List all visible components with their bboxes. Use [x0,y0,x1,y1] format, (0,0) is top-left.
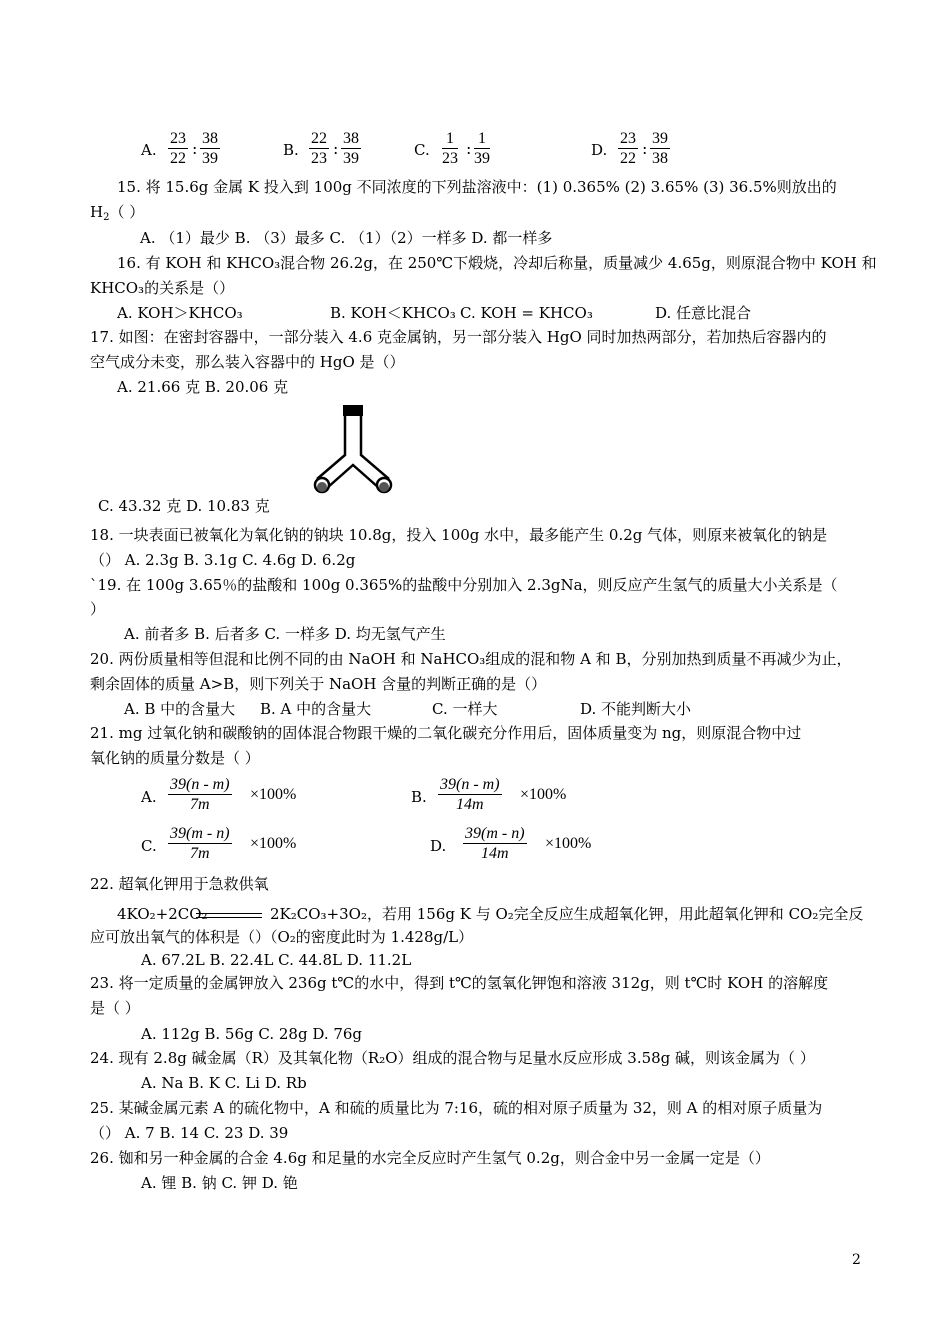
q21-option-a-times: ×100% [250,786,297,803]
q21-option-c-fraction: $\frac{39(m - n)}{7m}$ [170,825,230,862]
q20-option-b: B. A 中的含量大 [260,700,372,718]
q14-option-b-frac2: $\frac{38}{39}$ [343,130,359,167]
q14-colon: : [466,139,472,158]
q26-options: A. 锂 B. 钠 C. 钾 D. 铯 [141,1174,298,1192]
q19-stem-cont: ） [90,600,106,618]
q14-option-c-frac2: $\frac{1}{39}$ [474,130,490,167]
q22-stem: 22. 超氧化钾用于急救供氧 [90,875,269,893]
q16-stem-cont: KHCO₃的关系是（） [90,279,235,297]
q21-option-a-fraction: $\frac{39(n - m)}{7m}$ [170,776,230,813]
q21-option-b-fraction: $\frac{39(n - m)}{14m}$ [440,776,500,813]
q21-stem-cont: 氧化钠的质量分数是（ ） [90,749,260,767]
q24-options: A. Na B. K C. Li D. Rb [141,1074,307,1092]
q25-stem: 25. 某碱金属元素 A 的硫化物中，A 和硫的质量比为 7:16，硫的相对原子质量为 32，则 A 的相对原子质量为 [90,1099,823,1117]
tube-stopper [343,405,363,416]
q21-option-d-label: D. [430,837,447,855]
q21-option-d-times: ×100% [545,835,592,852]
q24-stem: 24. 现有 2.8g 碱金属（R）及其氧化物（R₂O）组成的混合物与足量水反应形成 3.58g 碱，则该金属为（ ） [90,1049,815,1067]
q14-option-c-label: C. [414,141,430,159]
q16-option-b: B. KOH＜KHCO₃ [330,304,456,322]
equation-equals-sign [196,913,262,918]
q21-stem: 21. mg 过氧化钠和碳酸钠的固体混合物跟干燥的二氧化碳充分作用后，固体质量变为 ng，则原混合物中过 [90,724,802,742]
q14-colon: : [192,139,198,158]
q16-option-a: A. KOH＞KHCO₃ [117,304,243,322]
q14-colon: : [642,139,648,158]
q22-stem-cont: 应可放出氧气的体积是（）（O₂的密度此时为 1.428g/L） [90,928,474,946]
q14-option-b-label: B. [283,141,299,159]
q15-options: A. （1）最少 B. （3）最多 C. （1）（2）一样多 D. 都一样多 [140,229,553,247]
q21-option-b-times: ×100% [520,786,567,803]
q20-option-c: C. 一样大 [432,700,498,718]
q20-option-a: A. B 中的含量大 [124,700,236,718]
q14-colon: : [333,139,339,158]
q17-options-ab: A. 21.66 克 B. 20.06 克 [117,378,289,396]
q21-option-d-fraction: $\frac{39(m - n)}{14m}$ [465,825,525,862]
q20-option-d: D. 不能判断大小 [580,700,692,718]
q20-stem-cont: 剩余固体的质量 A>B，则下列关于 NaOH 含量的判断正确的是（） [90,675,547,693]
q22-options: A. 67.2L B. 22.4L C. 44.8L D. 11.2L [141,951,412,969]
q14-option-d-frac1: $\frac{23}{22}$ [620,130,636,167]
q15-stem-cont: $H_2$（ ） [90,203,145,223]
q21-option-a-label: A. [141,788,157,806]
q21-option-b-label: B. [411,788,427,806]
q19-options: A. 前者多 B. 后者多 C. 一样多 D. 均无氢气产生 [124,625,446,643]
hgo-sample [379,482,389,492]
q21-option-c-times: ×100% [250,835,297,852]
q21-option-c-label: C. [141,837,157,855]
sodium-sample [317,482,327,492]
y-tube-figure [305,405,400,500]
q15-stem: 15. 将 15.6g 金属 K 投入到 100g 不同浓度的下列盐溶液中：(1) 0.365% (2) 3.65% (3) 36.5%则放出的 [117,178,837,196]
q25-stem-cont: （） A. 7 B. 14 C. 23 D. 39 [90,1124,289,1142]
q19-stem: `19. 在 100g 3.65％的盐酸和 100g 0.365%的盐酸中分别加入 2.3gNa，则反应产生氢气的质量大小关系是（ [90,576,838,594]
q14-option-a-frac2: $\frac{38}{39}$ [202,130,218,167]
q16-option-c: C. KOH = KHCO₃ [460,304,593,322]
q18-stem-cont: （） A. 2.3g B. 3.1g C. 4.6g D. 6.2g [90,551,356,569]
q26-stem: 26. 铷和另一种金属的合金 4.6g 和足量的水完全反应时产生氢气 0.2g，则合金中另一金属一定是（） [90,1149,770,1167]
q16-stem: 16. 有 KOH 和 KHCO₃混合物 26.2g，在 250℃下煅烧，冷却后称量，质量减少 4.65g，则原混合物中 KOH 和 [117,254,877,272]
q14-option-d-label: D. [591,141,608,159]
q20-stem: 20. 两份质量相等但混和比例不同的由 NaOH 和 NaHCO₃组成的混和物 A 和 B，分别加热到质量不再减少为止， [90,650,852,668]
q14-option-c-frac1: $\frac{1}{23}$ [442,130,458,167]
q14-option-a-label: A. [141,141,157,159]
q17-stem: 17. 如图：在密封容器中，一部分装入 4.6 克金属钠，另一部分装入 HgO 同时加热两部分，若加热后容器内的 [90,328,827,346]
q14-option-d-frac2: $\frac{39}{38}$ [652,130,668,167]
q18-stem: 18. 一块表面已被氧化为氧化钠的钠块 10.8g，投入 100g 水中，最多能产生 0.2g 气体，则原来被氧化的钠是 [90,526,828,544]
q14-option-a-frac1: $\frac{23}{22}$ [170,130,186,167]
q17-options-cd: C. 43.32 克 D. 10.83 克 [98,497,270,515]
q23-stem: 23. 将一定质量的金属钾放入 236g t℃的水中，得到 t℃的氢氧化钾饱和溶液 312g，则 t℃时 KOH 的溶解度 [90,974,829,992]
page-number: 2 [852,1252,861,1268]
q22-equation-left: 4KO₂+2CO₂ [117,905,208,923]
q23-options: A. 112g B. 56g C. 28g D. 76g [141,1025,363,1043]
q16-option-d: D. 任意比混合 [655,304,752,322]
q22-equation-right: 2K₂CO₃+3O₂，若用 156g K 与 O₂完全反应生成超氧化钾，用此超氧化钾和 CO₂完全反 [270,905,864,923]
q14-option-b-frac1: $\frac{22}{23}$ [311,130,327,167]
q23-stem-cont: 是（ ） [90,999,140,1017]
q17-stem-cont: 空气成分未变，那么装入容器中的 HgO 是（） [90,353,405,371]
